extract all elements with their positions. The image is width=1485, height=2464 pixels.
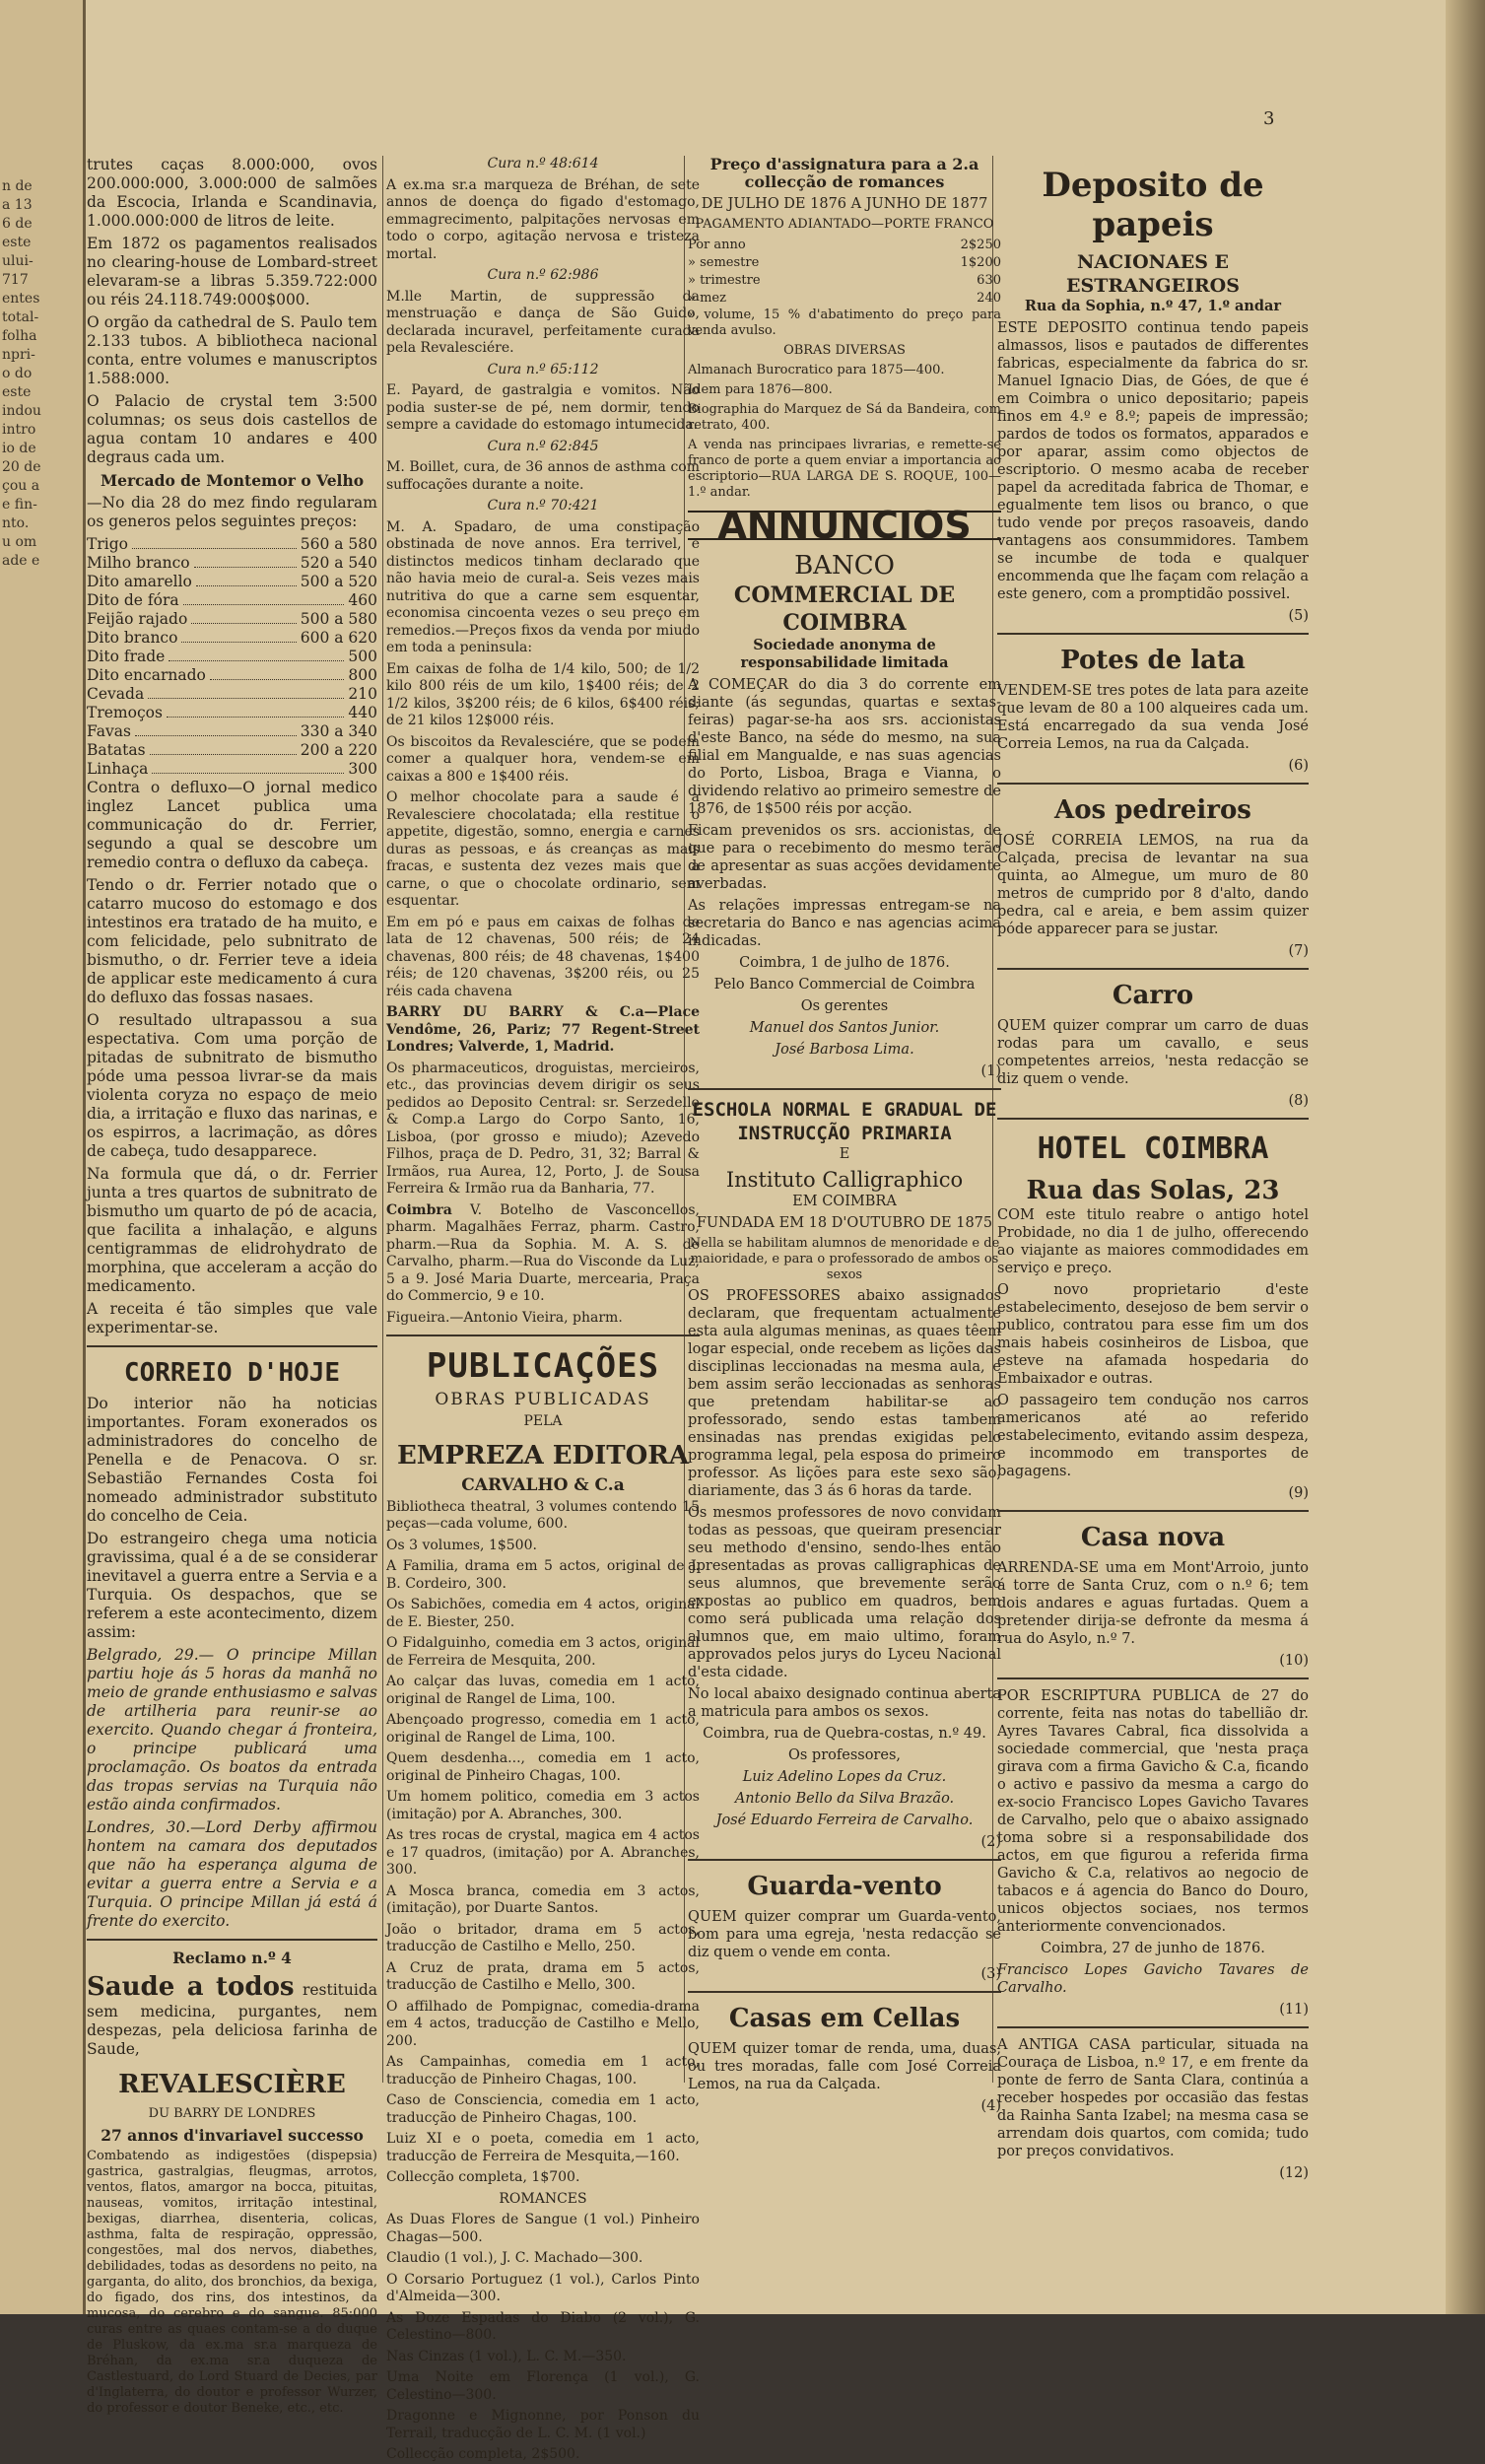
ad-text: ARRENDA-SE uma em Mont'Arroio, junto á torre de Santa Cruz, com o n.º 6; tem dois andares e aguas furtadas. Quem a pretender dirija-se defronte da mesma á rua do Asylo, n.º 7. bbox=[997, 1560, 1309, 1647]
rate-list bbox=[688, 237, 1001, 308]
list-heading: ROMANCES bbox=[499, 2190, 587, 2207]
ad-signature: Os professores, bbox=[787, 1747, 901, 1763]
page-number: 3 bbox=[1263, 108, 1275, 129]
ad-title: Carro bbox=[1112, 981, 1194, 1010]
list-item: A Cruz de prata, drama em 5 actos, traducção de Castilho e Mello, 300. bbox=[386, 1959, 700, 1993]
cure-title: Cura n.º 70:421 bbox=[487, 498, 599, 513]
divider bbox=[997, 1118, 1309, 1120]
price-value: 440 bbox=[348, 704, 377, 721]
brand-tagline: 27 annos d'invariavel successo bbox=[101, 2126, 364, 2145]
novel-list bbox=[386, 2212, 700, 2464]
list-item: Uma Noite em Florença (1 vol.), G. Celestino—300. bbox=[386, 2369, 700, 2403]
ad-text: O passageiro tem condução nos carros americanos até ao referido estabelecimento, evitando assim despeza, e incommodo em transportes de bagagens. bbox=[997, 1393, 1309, 1479]
section-subtitle: PELA bbox=[523, 1412, 563, 1429]
list-item: Bibliotheca theatral, 3 volumes contendo 15 peças—cada volume, 600. bbox=[386, 1498, 700, 1532]
previous-page-fragment: ului- bbox=[2, 253, 34, 269]
article-paragraph: trutes caças 8.000:000, ovos 200.000:000, 3.000:000 de salmões da Escocia, Irlanda e Scandinavia, 1.000.000:000 de litros de leite. bbox=[87, 156, 377, 230]
ad-signature: Francisco Lopes Gavicho Tavares de Carvalho. bbox=[997, 1962, 1309, 1996]
ad-text: O novo proprietario d'este estabelecimento, desejoso de bem servir o publico, contratou para esse fim um dos mais habeis cosinheiros de Lisboa, que esteve na afamada hospedaria do Embaixador e outras. bbox=[997, 1282, 1309, 1387]
list-item: As Duas Flores de Sangue (1 vol.) Pinheiro Chagas—500. bbox=[386, 2212, 700, 2245]
price-value: 500 a 520 bbox=[300, 573, 377, 590]
previous-page-fragment: entes bbox=[2, 291, 40, 307]
ad-number: (9) bbox=[1288, 1485, 1309, 1501]
ad-text: No local abaixo designado continua aberta a matricula para ambos os sexos. bbox=[688, 1686, 1001, 1720]
ad-title: Deposito de papeis bbox=[1042, 166, 1264, 244]
list-item: Quem desdenha..., comedia em 1 acto, original de Pinheiro Chagas, 100. bbox=[386, 1750, 700, 1784]
article-paragraph: Do interior não ha noticias importantes. Foram exonerados os administradores do concelho de Penella e de Penacova. O sr. Sebastião Fernandes Costa foi nomeado administrador substituto do concelho de Ceia. bbox=[87, 1395, 377, 1525]
ad-number: (4) bbox=[980, 2098, 1001, 2114]
previous-page-fragment: n de bbox=[2, 178, 33, 194]
dot-leader bbox=[135, 722, 297, 736]
ad-subtitle: NACIONAES E ESTRANGEIROS bbox=[1066, 251, 1240, 297]
publisher-subtitle: CARVALHO & C.a bbox=[461, 1475, 625, 1495]
ad-text: Em caixas de folha de 1/4 kilo, 500; de 1/2 kilo 800 réis de um kilo, 1$400 réis; de 2 1/2 kilos, 3$200 réis; de 6 kilos, 6$400 réis; de 21 kilos 12$000 réis. bbox=[386, 660, 700, 728]
ad-number: (6) bbox=[1288, 758, 1309, 774]
previous-page-fragment: io de bbox=[2, 441, 36, 456]
list-item: A Mosca branca, comedia em 3 actos, (imitação), por Duarte Santos. bbox=[386, 1882, 700, 1916]
market-intro: —No dia 28 do mez findo regularam os generos pelos seguintes preços: bbox=[87, 494, 377, 530]
price-value: 200 a 220 bbox=[300, 741, 377, 759]
price-value: 560 a 580 bbox=[300, 535, 377, 553]
price-row bbox=[87, 760, 377, 779]
divider bbox=[386, 1335, 700, 1336]
ad-number: (7) bbox=[1288, 943, 1309, 959]
price-value: 800 bbox=[348, 666, 377, 684]
price-item: Dito encarnado bbox=[87, 666, 206, 684]
list-item: As tres rocas de crystal, magica em 4 actos e 17 quadros, (imitação) por A. Abranches, 300. bbox=[386, 1827, 700, 1878]
price-item: Cevada bbox=[87, 685, 145, 703]
bank-subtitle: Sociedade anonyma de responsabilidade limitada bbox=[740, 637, 949, 671]
rate-label: » semestre bbox=[688, 255, 760, 270]
section-title: CORREIO D'HOJE bbox=[123, 1358, 341, 1388]
price-item: Dito branco bbox=[87, 629, 178, 647]
article-paragraph: Em 1872 os pagamentos realisados no clearing-house de Lombard-street elevaram-se a libras 5.359.722:000 ou réis 24.118.749:000$000. bbox=[87, 235, 377, 308]
ad-title: HOTEL COIMBRA bbox=[1037, 1131, 1269, 1166]
ad-text: COM este titulo reabre o antigo hotel Probidade, no dia 1 de julho, offerecendo ao viajante as maiores commodidades em serviço e preço. bbox=[997, 1207, 1309, 1276]
ad-text: » volume, 15 % d'abatimento do preço para venda avulso. bbox=[688, 308, 1001, 338]
divider bbox=[997, 1510, 1309, 1512]
ad-text: O melhor chocolate para a saude é a Revalesciere chocolatada; ella restitue o appetite, digestão, somno, energia e carnes duras as pessoas, e ás creanças as mais fracas, e sustenta dez vezes mais que a carne, o que o chocolate ordinario, sem esquentar. bbox=[386, 789, 700, 909]
divider bbox=[997, 633, 1309, 635]
price-item: Batatas bbox=[87, 741, 146, 759]
price-item: Favas bbox=[87, 722, 131, 740]
ad-date: Coimbra, 27 de junho de 1876. bbox=[1041, 1941, 1265, 1956]
price-value: 300 bbox=[348, 760, 377, 778]
ad-address: Rua das Solas, 23 bbox=[1026, 1176, 1280, 1205]
book-list bbox=[386, 1499, 700, 2187]
cure-text: M. Boillet, cura, de 36 annos de asthma com suffocações durante a noite. bbox=[386, 459, 700, 493]
dot-leader bbox=[196, 573, 297, 586]
rate-row bbox=[688, 254, 1001, 272]
ad-text: Os pharmaceuticos, droguistas, mercieiros, etc., das provincias devem dirigir os seus pedidos ao Deposito Central: sr. Serzedello & Comp.a Largo do Corpo Santo, 16, Lisboa, (por grosso e miudo); Azevedo Filhos, praça de D. Pedro, 31, 32; Barral & Irmãos, rua Aurea, 12, Porto, J. de Sousa Ferreira & Irmão rua da Banharia, 77. bbox=[386, 1060, 700, 1197]
divider bbox=[997, 783, 1309, 785]
divider bbox=[688, 1859, 1001, 1861]
ad-title: Reclamo n.º 4 bbox=[172, 1949, 292, 1967]
list-item: As Campainhas, comedia em 1 acto, traducção de Pinheiro Chagas, 100. bbox=[386, 2054, 700, 2088]
ad-text: restituida sem medicina, purgantes, nem despezas, pela deliciosa farinha de Saude, bbox=[87, 1981, 377, 2058]
ad-title: Casa nova bbox=[1080, 1523, 1226, 1552]
list-item: O Corsario Portuguez (1 vol.), Carlos Pinto d'Almeida—300. bbox=[386, 2271, 700, 2304]
ad-number: (11) bbox=[1279, 2002, 1309, 2018]
price-value: 500 bbox=[348, 648, 377, 665]
previous-page-fragment: a 13 bbox=[2, 197, 33, 213]
bank-title: BANCO bbox=[794, 551, 895, 581]
list-item: Almanach Burocratico para 1875—400. bbox=[688, 363, 945, 377]
previous-page-fragment: o do bbox=[2, 366, 33, 381]
rate-value: 240 bbox=[977, 291, 1001, 306]
brand-title: REVALESCIÈRE bbox=[118, 2070, 346, 2099]
price-row bbox=[87, 685, 377, 704]
list-item: Um homem politico, comedia em 3 actos (imitação) por A. Abranches, 300. bbox=[386, 1789, 700, 1822]
school-city: EM COIMBRA bbox=[792, 1194, 897, 1209]
price-row bbox=[87, 610, 377, 629]
column-2 bbox=[386, 156, 700, 2462]
price-item: Trigo bbox=[87, 535, 128, 553]
ad-text: Os biscoitos da Revalesciére, que se podem comer a qualquer hora, vendem-se em caixas a 800 e 1$400 réis. bbox=[386, 733, 700, 785]
previous-page-fragment: çou a bbox=[2, 478, 40, 494]
article-paragraph: Belgrado, 29.— O principe Millan partiu hoje ás 5 horas da manhã no meio de grande enthusiasmo e salvas de artilheria para reunir-se ao exercito. Quando chegar á fronteira, o principe publicará uma proclamação. Os boatos da entrada das tropas servias na Turquia não estão ainda confirmados. bbox=[87, 1646, 377, 1814]
rate-label: Por anno bbox=[688, 238, 746, 252]
ad-text: Os mesmos professores de novo convidam todas as pessoas, que queiram presenciar seu methodo d'ensino, sendo-lhes então apresentadas as provas calligraphicas de seus alumnos, que brevemente serão expostas ao publico em quadros, bem como será publicada uma relação dos alumnos que, em maio ultimo, foram approvados pelos jurys do Lyceu Nacional d'esta cidade. bbox=[688, 1505, 1001, 1680]
ad-date: Coimbra, 1 de julho de 1876. bbox=[739, 955, 950, 971]
article-paragraph: Tendo o dr. Ferrier notado que o catarro mucoso do estomago e dos intestinos era tratado de ha muito, e com felicidade, pelo subnitrato de bismutho, o dr. Ferrier teve a ideia de applicar este medicamento á cura do defluxo das fossas nasaes. bbox=[87, 876, 377, 1006]
ad-signature: Luiz Adelino Lopes da Cruz. bbox=[742, 1769, 947, 1785]
list-item: Nas Cinzas (1 vol.), L. C. M.—350. bbox=[386, 2348, 627, 2364]
list-item: Biographia do Marquez de Sá da Bandeira, com retrato, 400. bbox=[688, 402, 1001, 433]
price-row bbox=[87, 591, 377, 610]
list-item: As Doze Espadas do Diabo (2 vol.), G. Celestino—800. bbox=[386, 2309, 700, 2343]
list-heading: OBRAS DIVERSAS bbox=[783, 343, 906, 358]
divider bbox=[688, 1088, 1001, 1090]
dot-leader bbox=[169, 648, 344, 661]
price-row bbox=[87, 573, 377, 591]
ad-signature: José Eduardo Ferreira de Carvalho. bbox=[715, 1813, 974, 1828]
article-paragraph: Do estrangeiro chega uma noticia gravissima, qual é a de se considerar inevitavel a guerra entre a Servia e a Turquia. Os despachos, que se referem a este acontecimento, dizem assim: bbox=[87, 1530, 377, 1641]
dot-leader bbox=[210, 666, 345, 680]
price-row bbox=[87, 629, 377, 648]
section-title: PUBLICAÇÕES bbox=[426, 1346, 660, 1386]
price-row bbox=[87, 741, 377, 760]
ad-signature: Manuel dos Santos Junior. bbox=[749, 1020, 940, 1036]
ad-signature: José Barbosa Lima. bbox=[775, 1042, 914, 1058]
divider bbox=[997, 968, 1309, 970]
ad-number: (3) bbox=[980, 1966, 1001, 1982]
school-title: E bbox=[839, 1146, 850, 1162]
previous-page-fragment: este bbox=[2, 384, 32, 400]
article-paragraph: Londres, 30.—Lord Derby affirmou hontem na camara dos deputados que não ha esperança alguma de evitar a guerra entre a Servia e a Turquia. O principe Millan já está á frente do exercito. bbox=[87, 1818, 377, 1930]
previous-page-fragment: folha bbox=[2, 328, 37, 344]
bank-name: COMMERCIAL DE COIMBRA bbox=[733, 582, 956, 636]
price-item: Dito frade bbox=[87, 648, 166, 665]
previous-page-fragment: ade e bbox=[2, 553, 40, 569]
market-title: Mercado de Montemor o Velho bbox=[100, 471, 365, 490]
article-paragraph: O orgão da cathedral de S. Paulo tem 2.133 tubos. A bibliotheca nacional conta, entre volumes e manuscriptos 1.588:000. bbox=[87, 313, 377, 387]
dot-leader bbox=[167, 704, 344, 718]
ad-number: (5) bbox=[1288, 608, 1309, 624]
dot-leader bbox=[194, 554, 297, 568]
divider bbox=[688, 1991, 1001, 1993]
cure-text: E. Payard, de gastralgia e vomitos. Não podia suster-se de pé, nem dormir, tendo sempre a cavidade do estomago intumecida. bbox=[386, 382, 700, 433]
price-row bbox=[87, 648, 377, 666]
dot-leader bbox=[152, 760, 344, 774]
price-item: Linhaça bbox=[87, 760, 149, 778]
rate-label: » mez bbox=[688, 291, 726, 306]
article-paragraph: O resultado ultrapassou a sua espectativa. Com uma porção de pitadas de subnitrato de bismutho póde uma pessoa livrar-se da mais violenta coryza no espaço de meio dia, a irritação e fluxo das narinas, e os espirros, a lacrimação, as dôres de cabeça, tudo desapparece. bbox=[87, 1011, 377, 1160]
rate-label: » trimestre bbox=[688, 273, 761, 288]
list-item: Dragonne e Mignonne, por Ponson du Terrail, traducção de L. C. M. (1 vol.) bbox=[386, 2408, 700, 2441]
price-row bbox=[87, 666, 377, 685]
price-item: Dito amarello bbox=[87, 573, 192, 590]
school-title: Instituto Calligraphico bbox=[725, 1168, 964, 1192]
ad-title: Casas em Cellas bbox=[728, 2004, 961, 2033]
list-item: Collecção completa, 1$700. bbox=[386, 2169, 580, 2185]
ad-text: QUEM quizer tomar de renda, uma, duas, ou tres moradas, falle com José Correia Lemos, na rua da Calçada. bbox=[688, 2041, 1001, 2092]
cure-text: A ex.ma sr.a marqueza de Bréhan, de sete annos de doença do figado d'estomago, emmagrecimento, palpitações nervosas em todo o corpo, agitação nervosa e tristeza mortal. bbox=[386, 176, 700, 262]
list-item: Caso de Consciencia, comedia em 1 acto, traducção de Pinheiro Chagas, 100. bbox=[386, 2092, 700, 2126]
price-item: Milho branco bbox=[87, 554, 190, 572]
ad-signature: Antonio Bello da Silva Brazão. bbox=[734, 1791, 955, 1807]
previous-page-fragment: 20 de bbox=[2, 459, 41, 475]
previous-page-fragment: indou bbox=[2, 403, 41, 419]
school-title: ESCHOLA NORMAL E GRADUAL DE INSTRUCÇÃO PRIMARIA bbox=[692, 1099, 997, 1144]
ad-text: A ANTIGA CASA particular, situada na Couraça de Lisboa, n.º 17, e em frente da ponte de ferro de Santa Clara, continúa a receber hospedes por occasião das festas da Rainha Santa Izabel; na mesma casa se arrendam dois quartos, com comida; tudo por preços convidativos. bbox=[997, 2037, 1309, 2159]
previous-page-fragment: u om bbox=[2, 534, 37, 550]
ad-text: VENDEM-SE tres potes de lata para azeite que levam de 80 a 100 alqueires cada um. Está encarregado da sua venda José Correia Lemos, na rua da Calçada. bbox=[997, 683, 1309, 752]
previous-page-fragment: npri- bbox=[2, 347, 35, 363]
list-item: Ao calçar das luvas, comedia em 1 acto, original de Rangel de Lima, 100. bbox=[386, 1674, 700, 1707]
cure-text: M. A. Spadaro, de uma constipação obstinada de nove annos. Era terrivel, e distinctos medicos tinham declarado que não havia meio de cural-a. Seis vezes mais nutritiva do que a carne sem esquentar, economisa cincoenta vezes o seu preço em remedios.—Preços fixos da venda por miudo em toda a peninsula: bbox=[386, 518, 700, 655]
ad-headline: Saude a todos bbox=[87, 1972, 295, 2002]
divider bbox=[87, 1939, 377, 1941]
dot-leader bbox=[183, 591, 345, 605]
dot-leader bbox=[148, 685, 344, 699]
column-1 bbox=[87, 156, 377, 2416]
cure-title: Cura n.º 62:845 bbox=[487, 438, 599, 454]
previous-page-text bbox=[2, 177, 79, 2050]
ad-text: JOSÉ CORREIA LEMOS, na rua da Calçada, precisa de levantar na sua quinta, ao Almegue, um muro de 80 metros de cumprido por 8 d'alto, dando pedra, cal e areia, e bem assim quizer póde apparecer para se justar. bbox=[997, 833, 1309, 937]
ad-text: QUEM quizer comprar um carro de duas rodas para um cavallo, e seus competentes arreios, 'nesta redacção se diz quem o vende. bbox=[997, 1018, 1309, 1087]
price-value: 460 bbox=[348, 591, 377, 609]
column-rule bbox=[382, 156, 383, 2083]
list-item: Claudio (1 vol.), J. C. Machado—300. bbox=[386, 2250, 643, 2266]
ad-title: Preço d'assignatura para a 2.a collecção de romances bbox=[709, 155, 979, 191]
article-paragraph: Contra o defluxo—O jornal medico inglez Lancet publica uma communicação do dr. Ferrier, segundo a qual se descobre um remedio contra o defluxo da cabeça. bbox=[87, 779, 377, 871]
list-item: O Fidalguinho, comedia em 3 actos, original de Ferreira de Mesquita, 200. bbox=[386, 1635, 700, 1669]
ad-signature: Os gerentes bbox=[800, 998, 889, 1014]
list-item: A venda nas principaes livrarias, e remette-se franco de porte a quem enviar a importancia ao escriptorio—RUA LARGA DE S. ROQUE, 100—1.º andar. bbox=[688, 438, 1001, 500]
list-item: Os Sabichões, comedia em 4 actos, original de E. Biester, 250. bbox=[386, 1597, 700, 1630]
ad-note: PAGAMENTO ADIANTADO—PORTE FRANCO bbox=[695, 217, 994, 232]
ad-text: Ficam prevenidos os srs. accionistas, de que para o recebimento do mesmo terão de apresentar as suas acções devidamente averbadas. bbox=[688, 823, 1001, 892]
price-item: Tremoços bbox=[87, 704, 163, 721]
previous-page-fragment: e fin- bbox=[2, 497, 37, 513]
column-4 bbox=[997, 156, 1309, 2181]
ad-number: (12) bbox=[1279, 2165, 1309, 2181]
rate-value: 630 bbox=[977, 273, 1001, 288]
list-item: Os 3 volumes, 1$500. bbox=[386, 1537, 537, 1553]
pharmacy-list: V. Botelho de Vasconcellos, pharm. Magalhães Ferraz, pharm. Castro, pharm.—Rua da Sophia. M. A. S. de Carvalho, pharm.—Rua do Visconde da Luz, 5 a 9. José Maria Duarte, mercearia, Praça do Commercio, 9 e 10. bbox=[386, 1201, 700, 1304]
ad-text: As relações impressas entregam-se na secretaria do Banco e nas agencias acima indicadas. bbox=[688, 898, 1001, 949]
page-edge bbox=[1446, 0, 1485, 2314]
previous-page-fragment: total- bbox=[2, 309, 39, 325]
ad-number: (2) bbox=[980, 1834, 1001, 1850]
ad-title: Potes de lata bbox=[1060, 646, 1246, 675]
rate-row bbox=[688, 237, 1001, 254]
list-item: Idem para 1876—800. bbox=[688, 382, 833, 397]
ad-title: Guarda-vento bbox=[747, 1872, 942, 1901]
ad-address: BARRY DU BARRY & C.a—Place Vendôme, 26, Pariz; 77 Regent-Street Londres; Valverde, 1, Madrid. bbox=[386, 1004, 700, 1055]
previous-page-fragment: nto. bbox=[2, 515, 30, 531]
rate-value: 2$250 bbox=[960, 238, 1001, 252]
dot-leader bbox=[181, 629, 296, 643]
price-row bbox=[87, 535, 377, 554]
ad-title: Aos pedreiros bbox=[1054, 795, 1251, 825]
dot-leader bbox=[132, 535, 297, 549]
list-item: Collecção completa, 2$500. bbox=[386, 2446, 580, 2462]
pharmacy-list: Figueira.—Antonio Vieira, pharm. bbox=[386, 1309, 623, 1326]
divider bbox=[997, 1677, 1309, 1679]
list-item: O affilhado de Pompignac, comedia-drama em 4 actos, traducção de Castilho e Mello, 200. bbox=[386, 1998, 700, 2049]
cure-text: M.lle Martin, de suppressão da menstruação e dança de São Guido, declarada incuravel, perfeitamente curada pela Revalesciére. bbox=[386, 288, 700, 356]
previous-page-fragment: 717 bbox=[2, 272, 29, 288]
price-item: Feijão rajado bbox=[87, 610, 188, 628]
cure-title: Cura n.º 48:614 bbox=[487, 156, 599, 171]
brand-subtitle: DU BARRY DE LONDRES bbox=[148, 2106, 316, 2121]
previous-page-fragment: este bbox=[2, 235, 32, 250]
ad-text: ESTE DEPOSITO continua tendo papeis almassos, lisos e pautados de differentes fabricas, especialmente da fabrica do sr. Manuel Ignacio Dias, de Góes, de que é em Coimbra o unico depositario; papeis finos em 4.º e 8.º; papeis de impressão; pardos de todos os formatos, apparados e por aparar, assim como objectos de escriptorio. O mesmo acaba de receber papel da acreditada fabrica de Thomar, e egualmente tem lisos ou branco, o que tudo vende por preços rasoaveis, dando vantagens aos consummidores. Tambem se incumbe de toda e qualquer encommenda que lhe façam com relação a este genero, com a promptidão possivel. bbox=[997, 320, 1309, 602]
price-value: 600 a 620 bbox=[300, 629, 377, 647]
ad-text: Combatendo as indigestões (dispepsia) gastrica, gastralgias, fleugmas, arrotos, ventos, flatos, amargor na bocca, pituitas, nauseas, vomitos, irritação intestinal, bexigas, diarrhea, disenteria, colicas, asthma, falta de respiração, oppressão, congestões, mal dos nervos, diabethes, debilidades, todas as desordens no peito, na garganta, do alito, dos bronchios, da bexiga, do figado, dos rins, dos intestinos, da mucosa, do cerebro e do sangue. 85:000 curas entre as quaes contam-se a do duque de Pluskow, da ex.ma sr.a marqueza de Bréhan, da ex.ma sr.a duqueza de Castlestuard, do Lord Stuard de Decies, par d'Inglaterra, do doutor e professor Wurzer, do professor e doutor Beneke, etc., etc. bbox=[87, 2149, 377, 2416]
price-row bbox=[87, 554, 377, 573]
article-paragraph: O Palacio de crystal tem 3:500 columnas; os seus dois castellos de agua contam 10 andares e 400 degraus cada um. bbox=[87, 392, 377, 466]
ad-signature: Pelo Banco Commercial de Coimbra bbox=[713, 977, 976, 992]
city-label: Coimbra bbox=[386, 1201, 452, 1218]
ad-text: POR ESCRIPTURA PUBLICA de 27 do corrente, feita nas notas do tabellião dr. Ayres Tavares Cabral, fica dissolvida a sociedade commercial, que 'nesta praça girava com a firma Gavicho & C.a, ficando o activo e passivo da mesma a cargo do ex-socio Francisco Lopes Gavicho Tavares de Carvalho, pelo que o abaixo assignado toma sobre si a responsabilidade dos actos, em que figurou a referida firma Gavicho & C.a, relativos ao negocio de tabacos e á agencia do Banco do Douro, unicos objectos sociaes, nos termos anteriormente convencionados. bbox=[997, 1688, 1309, 1935]
ad-text: Em em pó e paus em caixas de folhas de lata de 12 chavenas, 500 réis; de 24 chavenas, 800 réis; de 48 chavenas, 1$400 réis; de 120 chavenas, 3$200 réis, ou 25 réis cada chavena bbox=[386, 914, 700, 999]
ad-number: (8) bbox=[1288, 1093, 1309, 1109]
ad-text: A COMEÇAR do dia 3 do corrente em diante (ás segundas, quartas e sextas-feiras) pagar-se-ha aos srs. accionistas d'este Banco, na séde do mesmo, na sua filial em Mangualde, e nas suas agencias do Porto, Lisboa, Braga e Vianna, o dividendo relativo ao primeiro semestre de 1876, de 1$500 réis por acção. bbox=[688, 677, 1001, 817]
price-value: 210 bbox=[348, 685, 377, 703]
ad-subtitle: DE JULHO DE 1876 A JUNHO DE 1877 bbox=[701, 196, 988, 212]
cure-title: Cura n.º 65:112 bbox=[487, 361, 599, 377]
price-row bbox=[87, 704, 377, 722]
ad-text: OS PROFESSORES abaixo assignados declaram, que frequentam actualmente esta aula algumas meninas, as quaes têem logar especial, onde recebem as lições das disciplinas leccionadas na mesma aula, e bem assim serão leccionadas as senhoras que pretendam habilitar-se ao professorado, sendo estas tambem ensinadas nas prendas exigidas pelo programma legal, pela esposa do primeiro professor. As lições para este sexo são, diariamente, das 3 ás 6 horas da tarde. bbox=[688, 1288, 1001, 1499]
price-value: 520 a 540 bbox=[300, 554, 377, 572]
price-value: 500 a 580 bbox=[300, 610, 377, 628]
article-paragraph: A receita é tão simples que vale experimentar-se. bbox=[87, 1300, 377, 1336]
price-value: 330 a 340 bbox=[300, 722, 377, 740]
ad-address: Rua da Sophia, n.º 47, 1.º andar bbox=[1024, 298, 1282, 314]
previous-page-fragment: 6 de bbox=[2, 216, 33, 232]
price-row bbox=[87, 722, 377, 741]
previous-page-fragment: intro bbox=[2, 422, 36, 438]
article-paragraph: Na formula que dá, o dr. Ferrier junta a tres quartos de subnitrato de bismutho um quarto de pó de acacia, que facilita a inhalação, e alguns centigrammas de elidrohydrato de morphina, que acceleram a acção do medicamento. bbox=[87, 1165, 377, 1295]
divider bbox=[87, 1345, 377, 1347]
school-founded: FUNDADA EM 18 D'OUTUBRO DE 1875 bbox=[696, 1215, 993, 1231]
rate-value: 1$200 bbox=[960, 255, 1001, 270]
column-3 bbox=[688, 156, 1001, 2137]
section-title: ANNUNCIOS bbox=[688, 511, 1001, 540]
list-item: João o britador, drama em 5 actos, traducção de Castilho e Mello, 250. bbox=[386, 1921, 700, 1954]
list-item: A Familia, drama em 5 actos, original de J. B. Cordeiro, 300. bbox=[386, 1558, 700, 1592]
list-item: Abençoado progresso, comedia em 1 acto, original de Rangel de Lima, 100. bbox=[386, 1712, 700, 1745]
list-item: Luiz XI e o poeta, comedia em 1 acto, traducção de Ferreira de Mesquita,—160. bbox=[386, 2131, 700, 2164]
rate-row bbox=[688, 290, 1001, 308]
ad-text: QUEM quizer comprar um Guarda-vento, bom para uma egreja, 'nesta redacção se diz quem o vende em conta. bbox=[688, 1909, 1001, 1960]
dot-leader bbox=[191, 610, 296, 624]
divider bbox=[997, 2026, 1309, 2028]
price-list bbox=[87, 535, 377, 779]
section-subtitle: OBRAS PUBLICADAS bbox=[435, 1390, 651, 1409]
price-item: Dito de fóra bbox=[87, 591, 179, 609]
publisher-name: EMPREZA EDITORA bbox=[396, 1441, 690, 1471]
ad-number: (10) bbox=[1279, 1653, 1309, 1669]
cure-title: Cura n.º 62:986 bbox=[487, 267, 599, 283]
rate-row bbox=[688, 272, 1001, 290]
ad-number: (1) bbox=[980, 1063, 1001, 1079]
school-note: Nella se habilitam alumnos de menoridade e de maioridade, e para o professorado de ambos os sexos bbox=[689, 1236, 1000, 1282]
ad-date: Coimbra, rua de Quebra-costas, n.º 49. bbox=[703, 1726, 986, 1742]
dot-leader bbox=[150, 741, 297, 755]
